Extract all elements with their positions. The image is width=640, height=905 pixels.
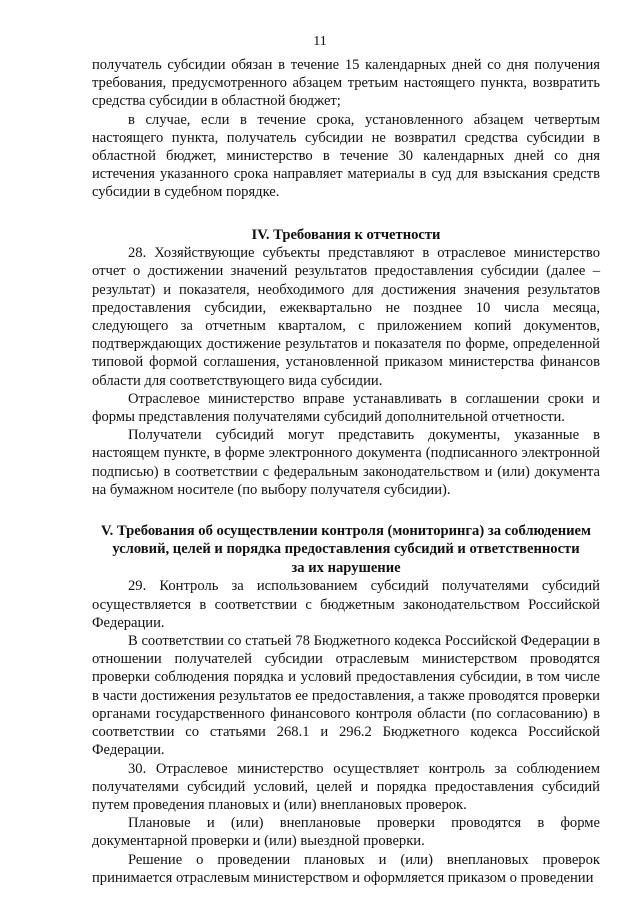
paragraph-additional-reporting: Отраслевое министерство вправе устанавливать в соглашении сроки и формы представления получателями субсидий дополнительной отчетности.: [92, 390, 600, 425]
paragraph-inspection-decision: Решение о проведении плановых и (или) внеплановых проверок принимается отраслевым министерством и оформляется приказом о проведении: [92, 851, 600, 886]
paragraph-electronic-documents: Получатели субсидий могут представить документы, указанные в настоящем пункте, в форме электронного документа (подписанного электронной подписью) в соответствии с федеральным законодательством и (или) документа на бумажном носителе (по выбору получателя субсидии).: [92, 427, 600, 498]
spacer: [92, 202, 600, 226]
section-title-control-line2: условий, целей и порядка предоставления субсидий и ответственности: [112, 541, 580, 558]
paragraph-return-obligation: получатель субсидии обязан в течение 15 календарных дней со дня получения требования, предусмотренного абзацем третьим настоящего пункта, возвратить средства субсидии в областной бюджет;: [92, 57, 600, 110]
paragraph-inspection-forms: Плановые и (или) внеплановые проверки проводятся в форме документарной проверки и (или) выездной проверки.: [92, 815, 600, 850]
paragraph-article-78-checks: В соответствии со статьей 78 Бюджетного кодекса Российской Федерации в отношении получателей субсидии отраслевым министерством проводятся проверки соблюдения порядка и условий предоставления субсидии, в том числе в части достижения результатов ее предоставления, а также проводятся проверки органами государственного финансового контроля области (по согласованию) в соответствии со статьями 268.1 и 296.2 Бюджетного кодекса Российской Федерации.: [92, 633, 600, 759]
paragraph-28-reporting: 28. Хозяйствующие субъекты представляют в отраслевое министерство отчет о достижении значений результатов предоставления субсидии (далее – результат) и показателя, необходимого для достижения значения результатов предоставления субсидии, ежеквартально не позднее 10 числа месяца, следующего за отчетным кварталом, с приложением копий документов, подтверждающих достижение результатов и показателя по форме, определенной типовой формой соглашения, установленной приказом министерства финансов области для соответствующего вида субсидии.: [92, 245, 600, 389]
section-title-control-line3: за их нарушение: [291, 559, 401, 576]
section-title-reporting: IV. Требования к отчетности: [251, 226, 441, 243]
paragraph-29-control: 29. Контроль за использованием субсидий получателями субсидий осуществляется в соответствии с бюджетным законодательством Российской Федерации.: [92, 578, 600, 631]
section-title-control-line1: V. Требования об осуществлении контроля (мониторинга) за соблюдением: [101, 522, 591, 539]
page-number: 11: [313, 34, 327, 49]
paragraph-court-recovery: в случае, если в течение срока, установленного абзацем четвертым настоящего пункта, получатель субсидии не возвратил средства субсидии в областной бюджет, министерство в течение 30 календарных дней со дня истечения указанного срока направляет материалы в суд для взыскания средств субсидии в судебном порядке.: [92, 111, 600, 201]
paragraph-30-monitoring: 30. Отраслевое министерство осуществляет контроль за соблюдением получателями субсидий условий, целей и порядка предоставления субсидий путем проведения плановых и (или) внеплановых проверок.: [92, 760, 600, 813]
section-title-control: [92, 522, 600, 578]
page-body: [92, 56, 600, 887]
spacer: [92, 499, 600, 522]
